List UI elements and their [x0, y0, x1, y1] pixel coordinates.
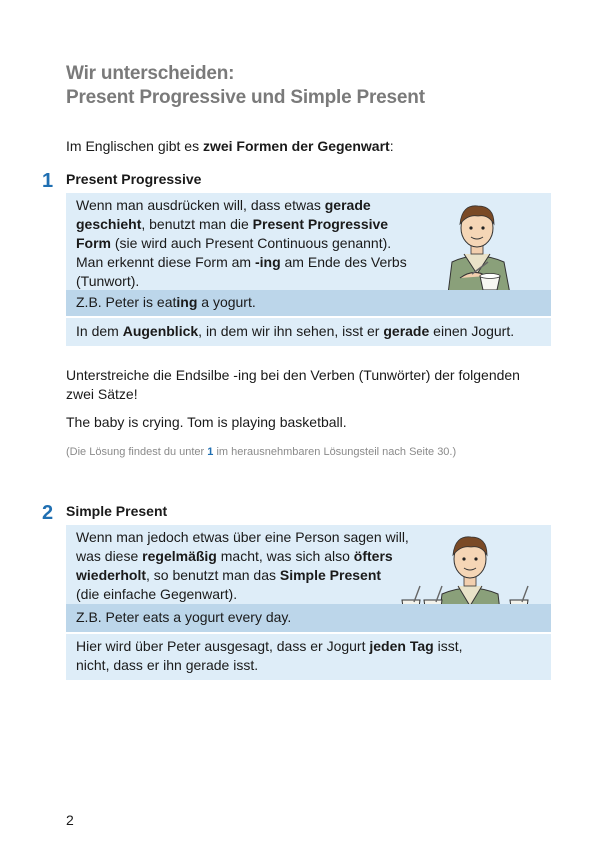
s1-example-post: a yogurt.: [197, 294, 256, 310]
s1-desc-line5: (Tunwort).: [76, 273, 140, 289]
s1-desc-line4: Man erkennt diese Form am -ing am Ende des Verbs: [76, 254, 407, 270]
intro-bold: zwei Formen der Gegenwart: [202, 138, 390, 154]
s1-example-bold: ing: [176, 294, 198, 310]
s2-desc-line2: was diese regelmäßig macht, was sich also öfters: [76, 548, 393, 564]
boy-eating-yogurt-illustration: [430, 194, 525, 294]
example-sentences: The baby is crying. Tom is playing basketball.: [66, 414, 347, 430]
s2-explain-line1: Hier wird über Peter ausgesagt, dass er Jogurt jeden Tag isst,: [76, 638, 463, 654]
intro-before: Im Englischen gibt es: [66, 138, 203, 154]
section2-number: 2: [42, 502, 54, 524]
section2-heading: Simple Present: [66, 503, 168, 519]
section2-explanation-box: [66, 634, 551, 680]
solution-note: (Die Lösung findest du unter 1 im herausnehmbaren Lösungsteil nach Seite 30.): [66, 446, 457, 458]
task-line2: zwei Sätze!: [66, 386, 138, 402]
s2-explain-line2: nicht, dass er ihn gerade isst.: [76, 657, 259, 673]
task-line1: Unterstreiche die Endsilbe -ing bei den Verben (Tunwörter) der folgenden: [66, 367, 520, 383]
page-title-line2: Present Progressive und Simple Present: [66, 87, 425, 108]
s1-example-pre: Z.B. Peter is eat: [76, 294, 177, 310]
task-instruction: [66, 366, 520, 404]
section1-number: 1: [42, 170, 54, 192]
section1-explanation-box: In dem Augenblick, in dem wir ihn sehen, isst er gerade einen Jogurt.: [66, 318, 551, 346]
s1-desc-line1: Wenn man ausdrücken will, dass etwas gerade: [76, 197, 371, 213]
page-number: 2: [66, 812, 74, 828]
page-title-line1: Wir unterscheiden:: [66, 63, 235, 84]
intro-text: [66, 137, 394, 155]
page-title: [66, 62, 425, 110]
section1-heading: Present Progressive: [66, 171, 202, 187]
s1-desc-line2: geschieht, benutzt man die Present Progressive: [76, 216, 389, 232]
s1-desc-line3: Form (sie wird auch Present Continuous genannt).: [76, 235, 392, 251]
section1-example-box: [66, 290, 551, 316]
section2-example-box: Z.B. Peter eats a yogurt every day.: [66, 604, 551, 632]
s2-desc-line1: Wenn man jedoch etwas über eine Person sagen will,: [76, 529, 409, 545]
intro-after: :: [389, 138, 394, 154]
s2-desc-line4: (die einfache Gegenwart).: [76, 586, 238, 602]
s2-desc-line3: wiederholt, so benutzt man das Simple Present: [76, 567, 382, 583]
